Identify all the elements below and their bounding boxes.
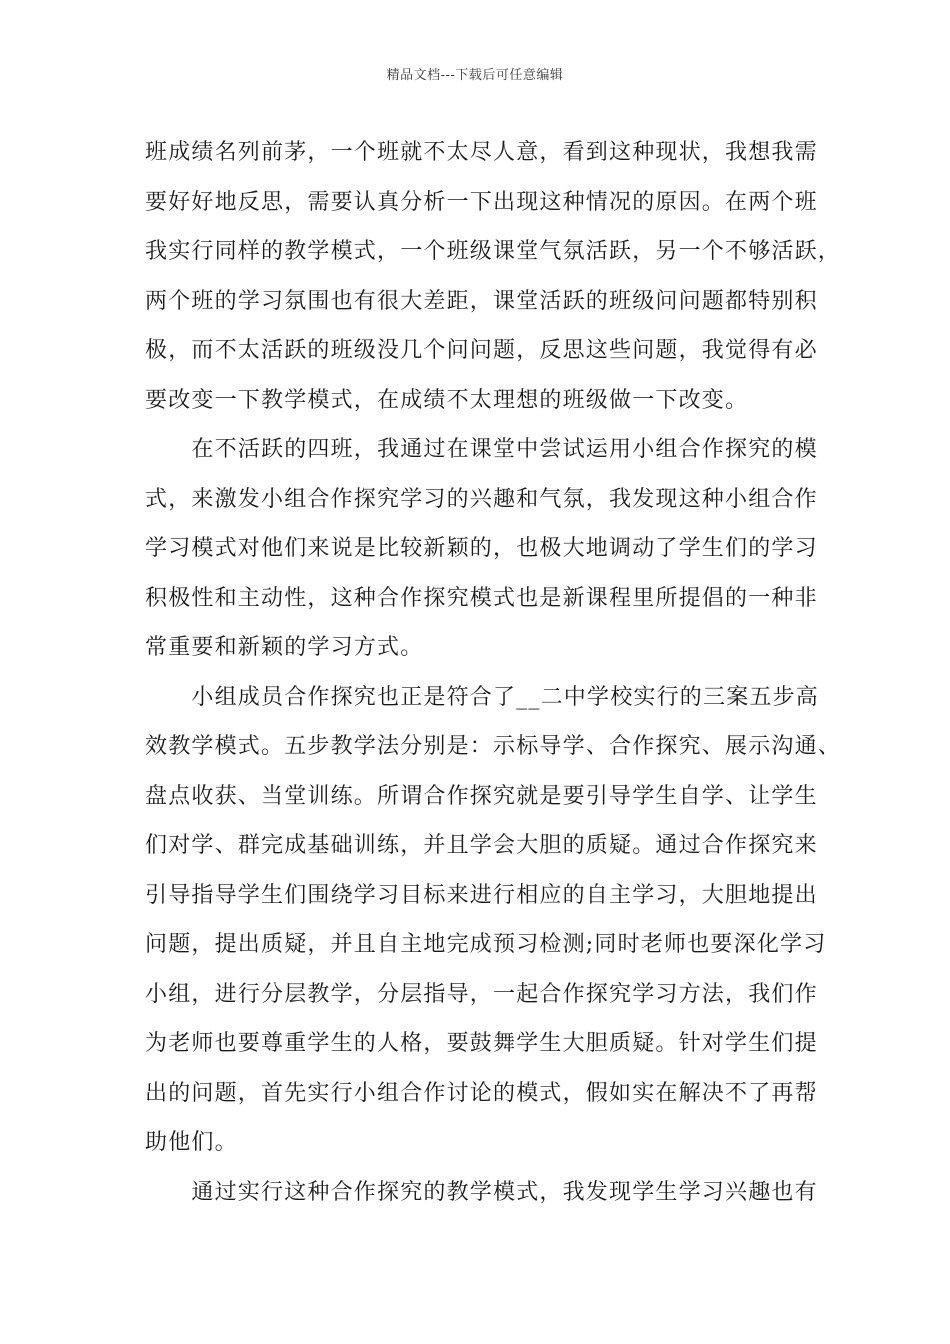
text-line: 们对学、群完成基础训练，并且学会大胆的质疑。通过合作探究来 bbox=[145, 833, 818, 858]
text-line: 引导指导学生们围绕学习目标来进行相应的自主学习，大胆地提出 bbox=[145, 882, 818, 908]
text-line: 小组，进行分层教学，分层指导，一起合作探究学习方法，我们作 bbox=[145, 981, 818, 1007]
text-line: 两个班的学习氛围也有很大差距，课堂活跃的班级问问题都特别积 bbox=[145, 288, 818, 314]
text-line: 效教学模式。五步教学法分别是：示标导学、合作探究、展示沟通、 bbox=[145, 734, 842, 759]
text-line: 常重要和新颖的学习方式。 bbox=[145, 635, 424, 660]
text-line: 我实行同样的教学模式，一个班级课堂气氛活跃，另一个不够活跃， bbox=[145, 239, 842, 264]
text-line: 学习模式对他们来说是比较新颖的，也极大地调动了学生们的学习 bbox=[145, 536, 818, 561]
text-line: 小组成员合作探究也正是符合了__二中学校实行的三案五步高 bbox=[145, 684, 820, 710]
text-line: 出的问题，首先实行小组合作讨论的模式，假如实在解决不了再帮 bbox=[145, 1080, 818, 1106]
text-line: 极，而不太活跃的班级没几个问问题，反思这些问题，我觉得有必 bbox=[145, 338, 818, 363]
text-line: 式，来激发小组合作探究学习的兴趣和气氛，我发现这种小组合作 bbox=[145, 486, 818, 512]
text-line: 通过实行这种合作探究的教学模式，我发现学生学习兴趣也有 bbox=[145, 1179, 818, 1205]
text-line: 班成绩名列前茅，一个班就不太尽人意，看到这种现状，我想我需 bbox=[145, 140, 818, 165]
text-line: 要好好地反思，需要认真分析一下出现这种情况的原因。在两个班 bbox=[145, 189, 818, 215]
text-line: 问题，提出质疑，并且自主地完成预习检测;同时老师也要深化学习 bbox=[145, 932, 827, 957]
body-text bbox=[145, 128, 842, 1217]
text-line: 在不活跃的四班，我通过在课堂中尝试运用小组合作探究的模 bbox=[145, 437, 818, 462]
text-line: 盘点收获、当堂训练。所谓合作探究就是要引导学生自学、让学生 bbox=[145, 783, 818, 809]
text-line: 为老师也要尊重学生的人格，要鼓舞学生大胆质疑。针对学生们提 bbox=[145, 1031, 818, 1056]
text-line: 要改变一下教学模式，在成绩不太理想的班级做一下改变。 bbox=[145, 387, 749, 413]
text-line: 助他们。 bbox=[145, 1130, 238, 1155]
page-header: 精品文档---下载后可任意编辑 bbox=[386, 68, 564, 83]
text-line: 积极性和主动性，这种合作探究模式也是新课程里所提倡的一种非 bbox=[145, 585, 818, 611]
